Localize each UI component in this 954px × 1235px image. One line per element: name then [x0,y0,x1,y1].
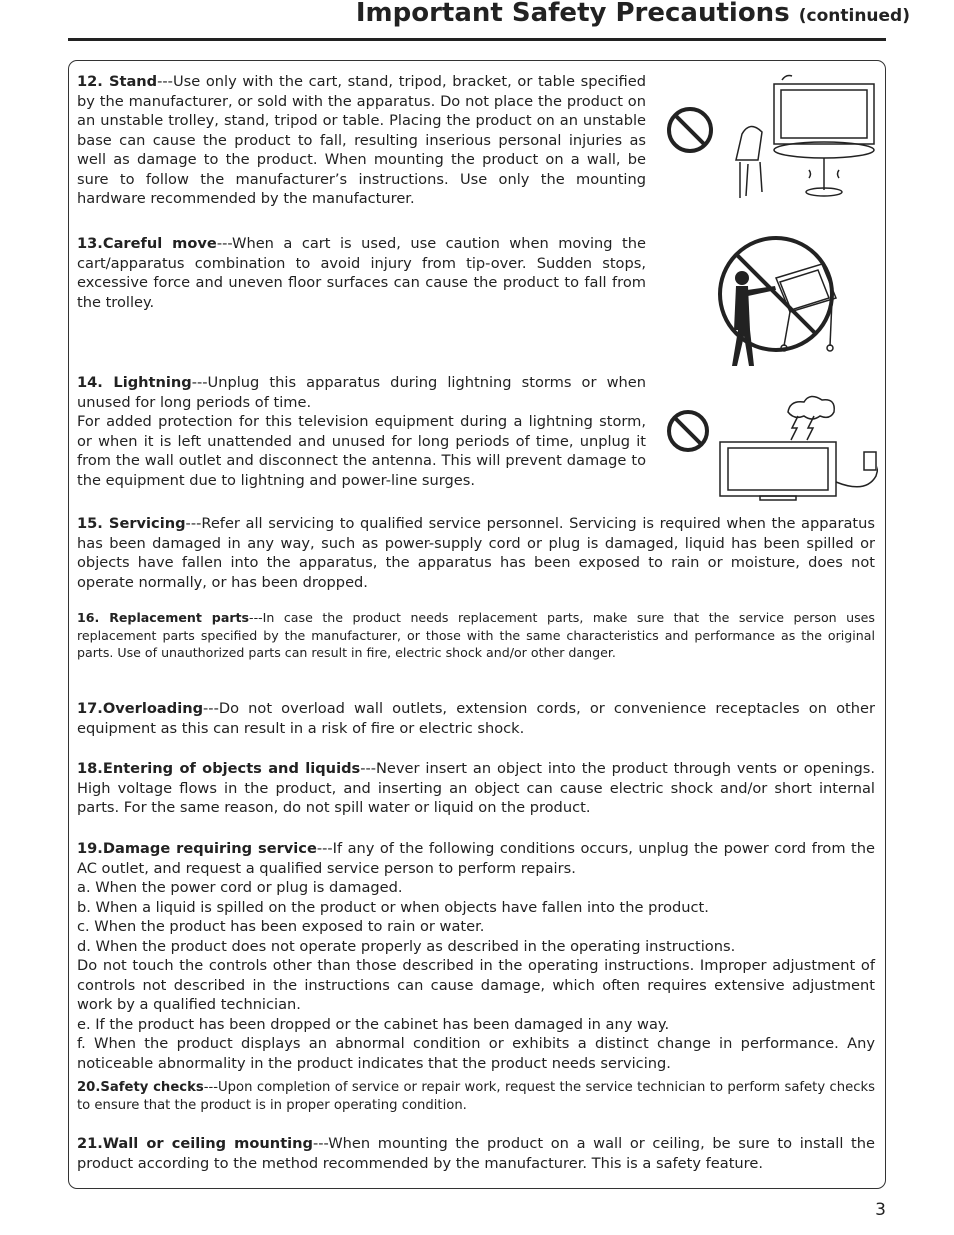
continued-label: (continued) [798,6,910,26]
controls-note: Do not touch the controls other than those described in the operating instructions. Improper adjustment of controls not described in the instructions can cause damage, which often requires extensive adjustment work by a qualified technician. [77,957,875,1013]
unstable-stand-illustration [664,72,878,204]
section-safety-checks: 20.Safety checks---Upon completion of service or repair work, request the service technician to perform safety checks to ensure that the product is in proper operating condition. [77,1080,875,1113]
lightning-storm-illustration [664,392,878,504]
tv-on-table-icon [736,76,874,199]
prohibition-icon [669,109,711,151]
condition-c: c. When the product has been exposed to rain or water. [77,918,485,935]
condition-e: e. If the product has been dropped or the cabinet has been damaged in any way. [77,1015,670,1033]
storm-cloud-icon [788,396,834,419]
condition-d: d. When the product does not operate properly as described in the operating instructions. [77,937,736,955]
cart-tip-over-illustration [714,226,854,372]
section-stand: 12. Stand---Use only with the cart, stand, tripod, bracket, or table specified by the manufacturer, or sold with the apparatus. Do not place the product on an unstable trolley, stand, tripod or table. Placing the product on an unstable base can cause the product to fall, resulting inserious personal injuries as well as damage to the product. When mounting the product on a wall, be sure to follow the manufacturer’s instructions. Use only the mounting hardware recommended by the manufacturer. [77,73,646,207]
section-servicing: 15. Servicing---Refer all servicing to qualified service personnel. Servicing is required when the apparatus has been damaged in any way, such as power-supply cord or plug is damaged, liquid has been spilled or objects have fallen into the apparatus, the apparatus has been exposed to rain or moisture, does not operate normally, or has been dropped. [77,515,875,591]
page-title: Important Safety Precautions (continued) [355,0,910,28]
section-lightning: 14. Lightning---Unplug this apparatus during lightning storms or when unused for long periods of time. For added protection for this television equipment during a lightning storm, or when it is left unattended and unused for long periods of time, unplug it from the wall outlet and disconnect the antenna. This will prevent damage to the equipment due to lightning and power-line surges. [77,374,646,489]
condition-a: a. When the power cord or plug is damaged. [77,879,403,896]
section-overloading: 17.Overloading---Do not overload wall outlets, extension cords, or convenience receptacles on other equipment as this can result in a risk of fire or electric shock. [77,700,875,737]
section-entering-objects: 18.Entering of objects and liquids---Never insert an object into the product through vents or openings. High voltage flows in the product, and inserting an object can cause electric shock and/or short internal parts. For the same reason, do not spill water or liquid on the product. [77,760,875,816]
prohibition-icon [669,412,707,450]
wall-outlet-icon [864,452,876,470]
page-header [68,0,910,41]
page-number: 3 [875,1200,886,1220]
condition-b: b. When a liquid is spilled on the product or when objects have fallen into the product. [77,898,709,916]
section-careful-move: 13.Careful move---When a cart is used, use caution when moving the cart/apparatus combination to avoid injury from tip-over. Sudden stops, excessive force and uneven floor surfaces can cause the product to fall from the trolley. [77,235,646,311]
section-replacement-parts: 16. Replacement parts---In case the product needs replacement parts, make sure that the service person uses replacement parts specified by the manufacturer, or those with the same characteristics and performance as the original parts. Use of unauthorized parts can result in fire, electric shock and/or other danger. [77,610,875,660]
section-wall-ceiling-mounting: 21.Wall or ceiling mounting---When mounting the product on a wall or ceiling, be sure to install the product according to the method recommended by the manufacturer. This is a safety feature. [77,1135,876,1172]
section-damage-requiring-service: 19.Damage requiring service---If any of the following conditions occurs, unplug the power cord from the AC outlet, and request a qualified service person to perform repairs. a. When the power cord or plug is damaged. b. When a liquid is spilled on the product or when objects have fallen into the product. c. When the product has been exposed to rain or water. d. When the product does not operate properly as described in the operating instructions. Do not touch the controls other than those described in the operating instructions. Improper adjustment of controls not described in the instructions can cause damage, which often requires extensive adjustment work by a qualified technician. e. If the product has been dropped or the cabinet has been damaged in any way. f. When the product displays an abnormal condition or exhibits a distinct change in performance. Any noticeable abnormality in the product indicates that the product needs servicing. [77,840,875,1072]
condition-f: f. When the product displays an abnormal condition or exhibits a distinct change in performance. Any noticeable abnormality in the product indicates that the product needs servicing. [77,1035,875,1072]
